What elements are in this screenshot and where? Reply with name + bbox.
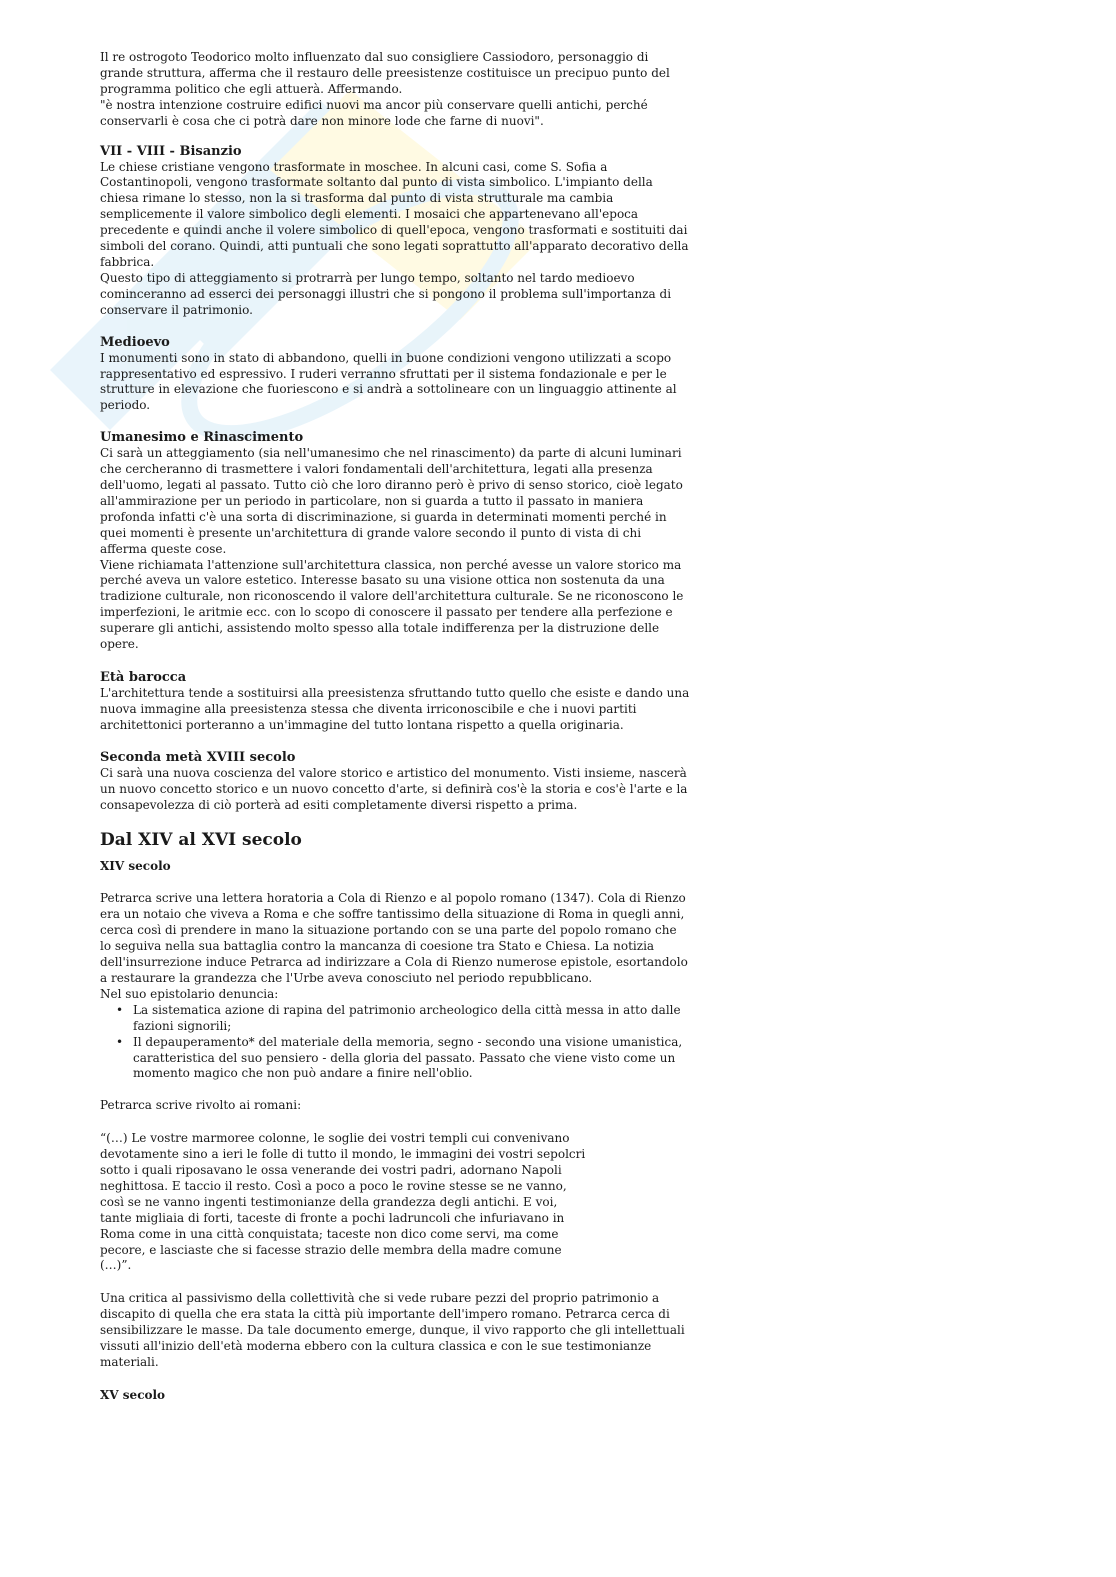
list-item-text: La sistematica azione di rapina del patrimonio archeologico della città messa in atto dalle fazioni signorili; bbox=[133, 1002, 681, 1033]
document-page bbox=[100, 50, 690, 1403]
paragraph-teodorico: Il re ostrogoto Teodorico molto influenzato dal suo consigliere Cassiodoro, personaggio di grande struttura, afferma che il restauro delle preesistenze costituisce un precipuo punto del programma politico che egli attuerà. Affermando. bbox=[100, 50, 670, 96]
heading-medioevo: Medioevo bbox=[100, 334, 170, 350]
paragraph-bisanzio: Le chiese cristiane vengono trasformate in moschee. In alcuni casi, come S. Sofia a Costantinopoli, vengono trasformate soltanto dal punto di vista simbolico. L'impianto della chiesa rimane lo stesso, non la si trasforma dal punto di vista strutturale ma cambia semplicemente il valore simbolico degli elementi. I mosaici che appartenevano all'epoca precedente e quindi anche il volere simbolico di quell'epoca, vengono trasformati e sostituiti dai simboli del corano. Quindi, atti puntuali che sono legati soprattutto all'apparato decorativo della fabbrica. bbox=[100, 159, 689, 269]
paragraph-quote-teodorico: "è nostra intenzione costruire edifici nuovi ma ancor più conservare quelli antichi, perché conservarli è cosa che ci potrà dare non minore lode che farne di nuovi". bbox=[100, 97, 648, 128]
bullet-symbol: • bbox=[116, 1002, 124, 1017]
section-title: Dal XIV al XVI secolo bbox=[100, 830, 302, 851]
heading-eta-barocca: Età barocca bbox=[100, 670, 187, 685]
paragraph-architettura-classica: Viene richiamata l'attenzione sull'architettura classica, non perché avesse un valore storico ma perché aveva un valore estetico. Interesse basato su una visione ottica non sostenuta da una tradizione culturale, non riconoscendo il valore dell'architettura culturale. Se ne riconoscono le imperfezioni, le aritmie ecc. con lo scopo di conoscere il passato per tendere alla perfezione e superare gli antichi, assistendo molto spesso alla totale indifferenza per la distruzione delle opere. bbox=[100, 557, 684, 652]
paragraph-petrarca: Petrarca scrive una lettera horatoria a Cola di Rienzo e al popolo romano (1347). Cola di Rienzo era un notaio che viveva a Roma e che soffre tantissimo della situazione di Roma in quegli anni, cerca così di prendere in mano la situazione portando con se una parte del popolo romano che lo seguiva nella sua battaglia contro la mancanza di coesione tra Stato e Chiesa. La notizia dell'insurrezione induce Petrarca ad indirizzare a Cola di Rienzo numerose epistole, esortandolo a restaurare la grandezza che l'Urbe aveva conosciuto nel periodo repubblicano. bbox=[100, 891, 688, 985]
heading-bisanzio: VII - VIII - Bisanzio bbox=[100, 143, 242, 159]
subheading-xiv-secolo: XIV secolo bbox=[100, 859, 171, 874]
block-quote: “(…) Le vostre marmoree colonne, le soglie dei vostri templi cui convenivano devotamente sino a ieri le folle di tutto il mondo, le immagini dei vostri sepolcri sotto i quali riposavano le ossa venerande dei vostri padri, adornano Napoli neghittosa. E taccio il resto. Così a poco a poco le rovine stesse se ne vanno, così se ne vanno ingenti testimonianze della grandezza degli antichi. E voi, tante migliaia di forti, taceste di fronte a pochi ladruncoli che infuriavano in Roma come in una città conquistata; taceste non dico come servi, ma come pecore, e lasciaste che si facesse strazio delle membra della madre comune (…)”. bbox=[100, 1131, 586, 1273]
paragraph-epistolario: Nel suo epistolario denuncia: bbox=[100, 986, 279, 1001]
paragraph-seconda-meta: Ci sarà una nuova coscienza del valore storico e artistico del monumento. Visti insieme, nascerà un nuovo concetto storico e un nuovo concetto d'arte, si definirà cos'è la storia e cos'è l'arte e la consapevolezza di ciò porterà ad esiti completamente diversi rispetto a prima. bbox=[100, 765, 688, 812]
paragraph-medioevo: I monumenti sono in stato di abbandono, quelli in buone condizioni vengono utilizzati a scopo rappresentativo ed espressivo. I ruderi verranno sfruttati per il sistema fondazionale e per le strutture in elevazione che fuoriescono e si andrà a sottolineare con un linguaggio attinente al periodo. bbox=[100, 350, 677, 413]
list-item bbox=[100, 1035, 690, 1083]
paragraph-rivolto-ai-romani: Petrarca scrive rivolto ai romani: bbox=[100, 1098, 302, 1113]
paragraph-atteggiamento: Questo tipo di atteggiamento si protrarrà per lungo tempo, soltanto nel tardo medioevo cominceranno ad esserci dei personaggi illustri che si pongono il problema sull'importanza di conservare il patrimonio. bbox=[100, 270, 672, 317]
paragraph-critica: Una critica al passivismo della collettività che si vede rubare pezzi del proprio patrimonio a discapito di quella che era stata la città più importante dell'impero romano. Petrarca cerca di sensibilizzare le masse. Da tale documento emerge, dunque, il vivo rapporto che gli intellettuali vissuti all'inizio dell'età moderna ebbero con la cultura classica e con le sue testimonianze materiali. bbox=[100, 1291, 685, 1369]
heading-umanesimo: Umanesimo e Rinascimento bbox=[100, 430, 304, 446]
subheading-xv-secolo: XV secolo bbox=[100, 1387, 166, 1402]
bullet-list bbox=[100, 1003, 690, 1083]
paragraph-eta-barocca: L'architettura tende a sostituirsi alla preesistenza sfruttando tutto quello che esiste e dando una nuova immagine alla preesistenza stessa che diventa irriconoscibile e che i nuovi partiti architettonici porteranno a un'immagine del tutto lontana rispetto a quella originaria. bbox=[100, 686, 690, 732]
heading-seconda-meta: Seconda metà XVIII secolo bbox=[100, 749, 296, 765]
list-item-text: Il depauperamento* del materiale della memoria, segno - secondo una visione umanistica, caratteristica del suo pensiero - della gloria del passato. Passato che viene visto come un momento magico che non può andare a finire nell'oblio. bbox=[133, 1034, 683, 1081]
paragraph-umanesimo: Ci sarà un atteggiamento (sia nell'umanesimo che nel rinascimento) da parte di alcuni luminari che cercheranno di trasmettere i valori fondamentali dell'architettura, legati alla presenza dell'uomo, legati al passato. Tutto ciò che loro diranno però è privo di senso storico, cioè legato all'ammirazione per un periodo in particolare, non si guarda a tutto il passato in maniera profonda infatti c'è una sorta di discriminazione, si guarda in determinati momenti perché in quei momenti è presente un'architettura di grande valore secondo il punto di vista di chi afferma queste cose. bbox=[100, 446, 683, 556]
bullet-symbol: • bbox=[116, 1034, 124, 1049]
list-item bbox=[100, 1003, 690, 1035]
